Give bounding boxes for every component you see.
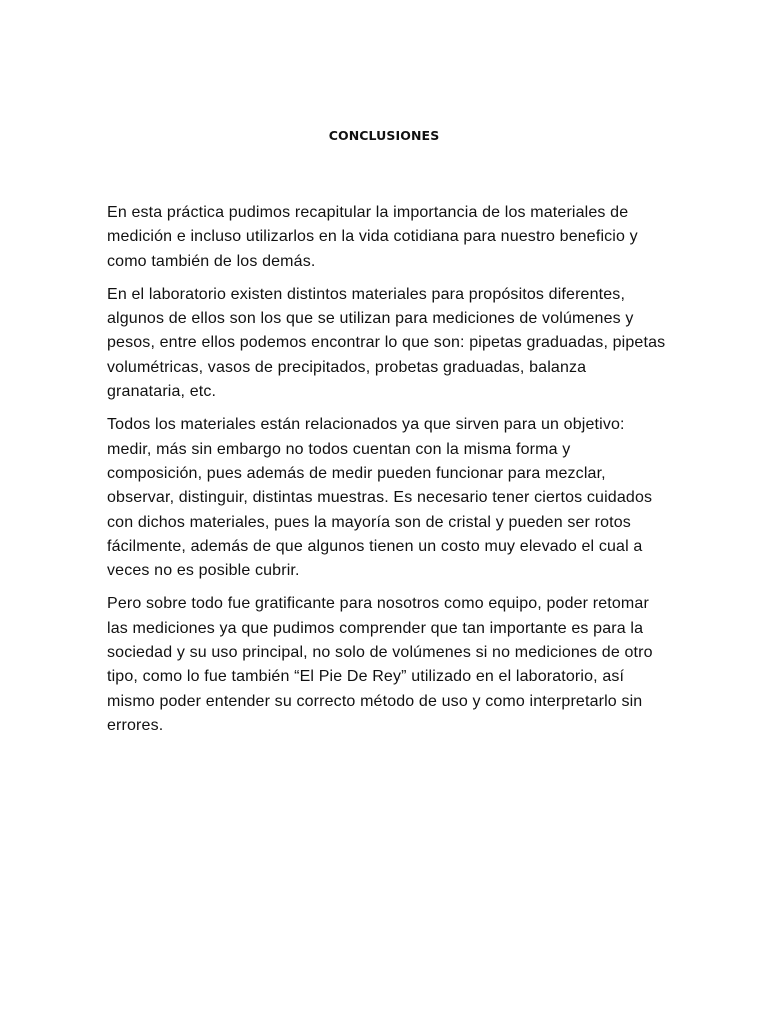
page-title: CONCLUSIONES (328, 128, 440, 143)
paragraph-3: Todos los materiales están relacionados ya que sirven para un objetivo: medir, más sin embargo no todos cuentan con la misma forma y composición, pues además de medir pueden funcionar para mezclar, observar, distinguir, distintas muestras. Es necesario tener ciertos cuidados con dichos materiales, pues la mayoría son de cristal y pueden ser rotos fácilmente, además de que algunos tienen un costo muy elevado el cual a veces no es posible cubrir. (107, 416, 653, 580)
paragraph-2: En el laboratorio existen distintos materiales para propósitos diferentes, algunos de ellos son los que se utilizan para mediciones de volúmenes y pesos, entre ellos podemos encontrar lo que son: pipetas graduadas, pipetas volumétricas, vasos de precipitados, probetas graduadas, balanza granataria, etc. (107, 285, 666, 401)
paragraph-4: Pero sobre todo fue gratificante para nosotros como equipo, poder retomar las mediciones ya que pudimos comprender que tan importante es para la sociedad y su uso principal, no solo de volúmenes si no mediciones de otro tipo, como lo fue también “El Pie De Rey” utilizado en el laboratorio, así mismo poder entender su correcto método de uso y como interpretarlo sin errores. (107, 595, 653, 734)
paragraph-1: En esta práctica pudimos recapitular la importancia de los materiales de medición e incluso utilizarlos en la vida cotidiana para nuestro beneficio y como también de los demás. (107, 204, 638, 270)
document-body (107, 201, 667, 747)
